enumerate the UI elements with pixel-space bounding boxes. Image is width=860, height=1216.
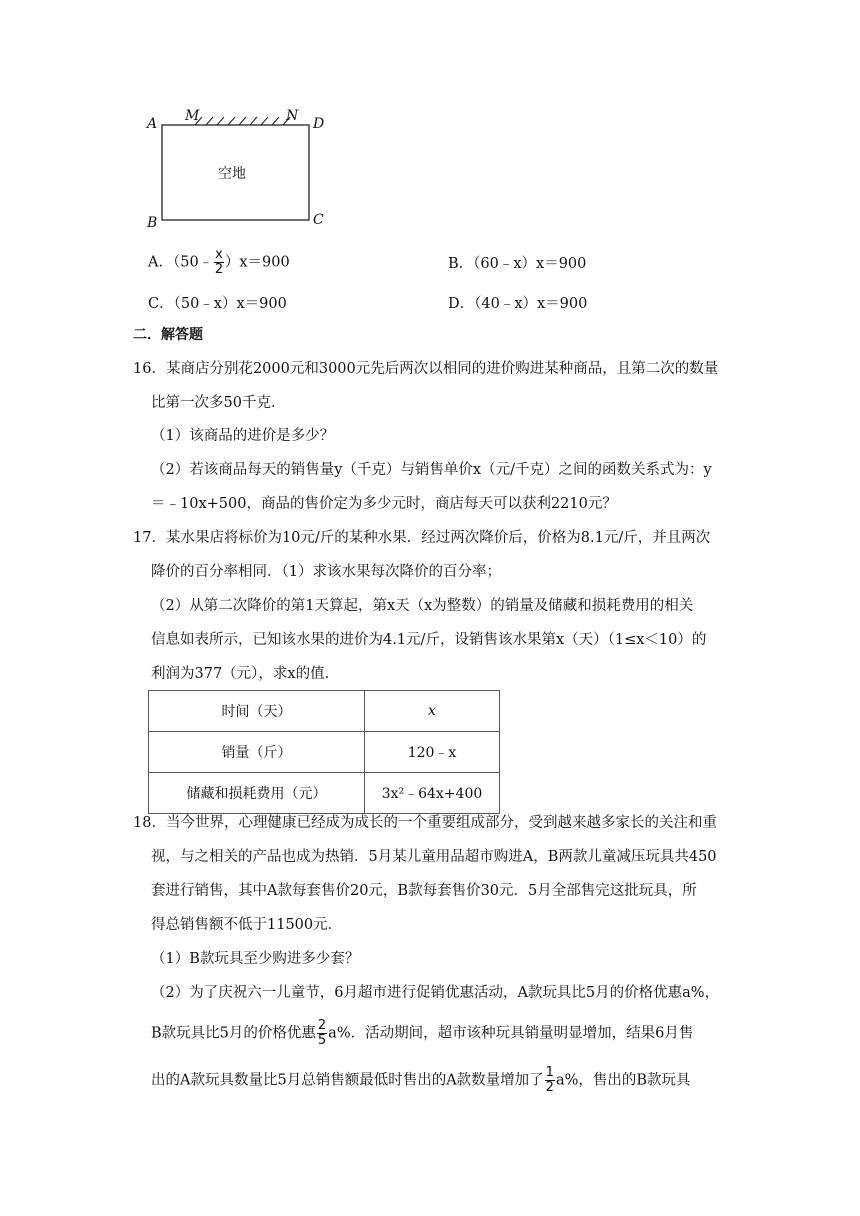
table-cell-label: 时间（天）: [149, 691, 365, 732]
q16-line2: 比第一次多50千克．: [151, 395, 286, 411]
option-A-fraction: [214, 248, 224, 277]
q17-line2: 降价的百分率相同．（1）求该水果每次降价的百分率；: [151, 564, 501, 580]
q18-fraction-2-5: [317, 1019, 327, 1048]
fraction-den: 2: [545, 1080, 554, 1095]
q17-info-table: [148, 690, 500, 814]
label-N: N: [286, 108, 299, 124]
option-D: D．（40﹣x）x＝900: [448, 296, 588, 312]
table-row: [149, 691, 500, 732]
q18-sub1: （1）B款玩具至少购进多少套？: [151, 951, 360, 967]
q17-line1: 17．某水果店将标价为10元/斤的某种水果．经过两次降价后，价格为8.1元/斤，并且两次: [133, 530, 711, 546]
q18-sub2-line3-post: a%，售出的B款玩具: [555, 1072, 691, 1089]
label-C: C: [313, 212, 324, 228]
q18-sub2-line3-pre: 出的A款玩具数量比5月总销售额最低时售出的A款数量增加了: [151, 1072, 544, 1089]
option-A-pre: A．（50﹣: [148, 254, 214, 271]
table-cell-label: 储藏和损耗费用（元）: [149, 773, 365, 814]
q16-sub2-line2: ＝﹣10x+500，商品的售价定为多少元时，商店每天可以获利2210元？: [151, 496, 617, 512]
q18-sub2-line2: [151, 1019, 693, 1048]
option-A-fraction-den: 2: [214, 262, 224, 277]
q18-sub2-line2-post: a%．活动期间，超市该种玩具销量明显增加，结果6月售: [328, 1025, 694, 1042]
option-A-post: ）x＝900: [224, 254, 290, 271]
q18-sub2-line3: [151, 1066, 691, 1095]
table-cell-label: 销量（斤）: [149, 732, 365, 773]
table-row: [149, 773, 500, 814]
option-A-fraction-num: x: [215, 247, 223, 262]
table-cell-value: x: [365, 691, 500, 732]
label-B: B: [147, 215, 158, 231]
fraction-den: 5: [317, 1033, 327, 1048]
option-B: B．（60﹣x）x＝900: [448, 256, 587, 272]
table-cell-value: 3x²﹣64x+400: [365, 773, 500, 814]
q17-sub2-line2: 信息如表所示，已知该水果的进价为4.1元/斤，设销售该水果第x（天）（1≤x＜10）的: [151, 632, 707, 648]
q18-line2: 视，与之相关的产品也成为热销．5月某儿童用品超市购进A，B两款儿童减压玩具共450: [151, 849, 717, 865]
q18-sub2-line2-pre: B款玩具比5月的价格优惠: [151, 1025, 316, 1042]
label-D: D: [313, 116, 325, 132]
q18-sub2-line1: （2）为了庆祝六一儿童节，6月超市进行促销优惠活动，A款玩具比5月的价格优惠a%，: [151, 985, 720, 1001]
table-row: [149, 732, 500, 773]
option-C: C．（50﹣x）x＝900: [148, 296, 287, 312]
q18-fraction-1-2: [545, 1066, 555, 1095]
figure-center-label: 空地: [218, 166, 246, 182]
label-A: A: [147, 116, 158, 132]
option-A: [148, 248, 290, 277]
label-M: M: [185, 108, 200, 124]
q16-sub1: （1）该商品的进价是多少？: [151, 428, 335, 444]
fraction-num: 2: [317, 1018, 327, 1033]
q18-line3: 套进行销售，其中A款每套售价20元，B款每套售价30元．5月全部售完这批玩具，所: [151, 883, 697, 899]
section-title: 二．解答题: [133, 327, 203, 343]
fraction-num: 1: [545, 1065, 554, 1080]
q17-sub2-line1: （2）从第二次降价的第1天算起，第x天（x为整数）的销量及储藏和损耗费用的相关: [151, 598, 694, 614]
table-cell-value: 120﹣x: [365, 732, 500, 773]
q16-line1: 16．某商店分别花2000元和3000元先后两次以相同的进价购进某种商品，且第二次的数量: [133, 361, 719, 377]
q18-line4: 得总销售额不低于11500元．: [151, 917, 343, 933]
q17-sub2-line3: 利润为377（元），求x的值．: [151, 666, 340, 682]
q16-sub2-line1: （2）若该商品每天的销售量y（千克）与销售单价x（元/千克）之间的函数关系式为：y: [151, 462, 712, 478]
q18-line1: 18．当今世界，心理健康已经成为成长的一个重要组成部分，受到越来越多家长的关注和重: [133, 815, 717, 831]
